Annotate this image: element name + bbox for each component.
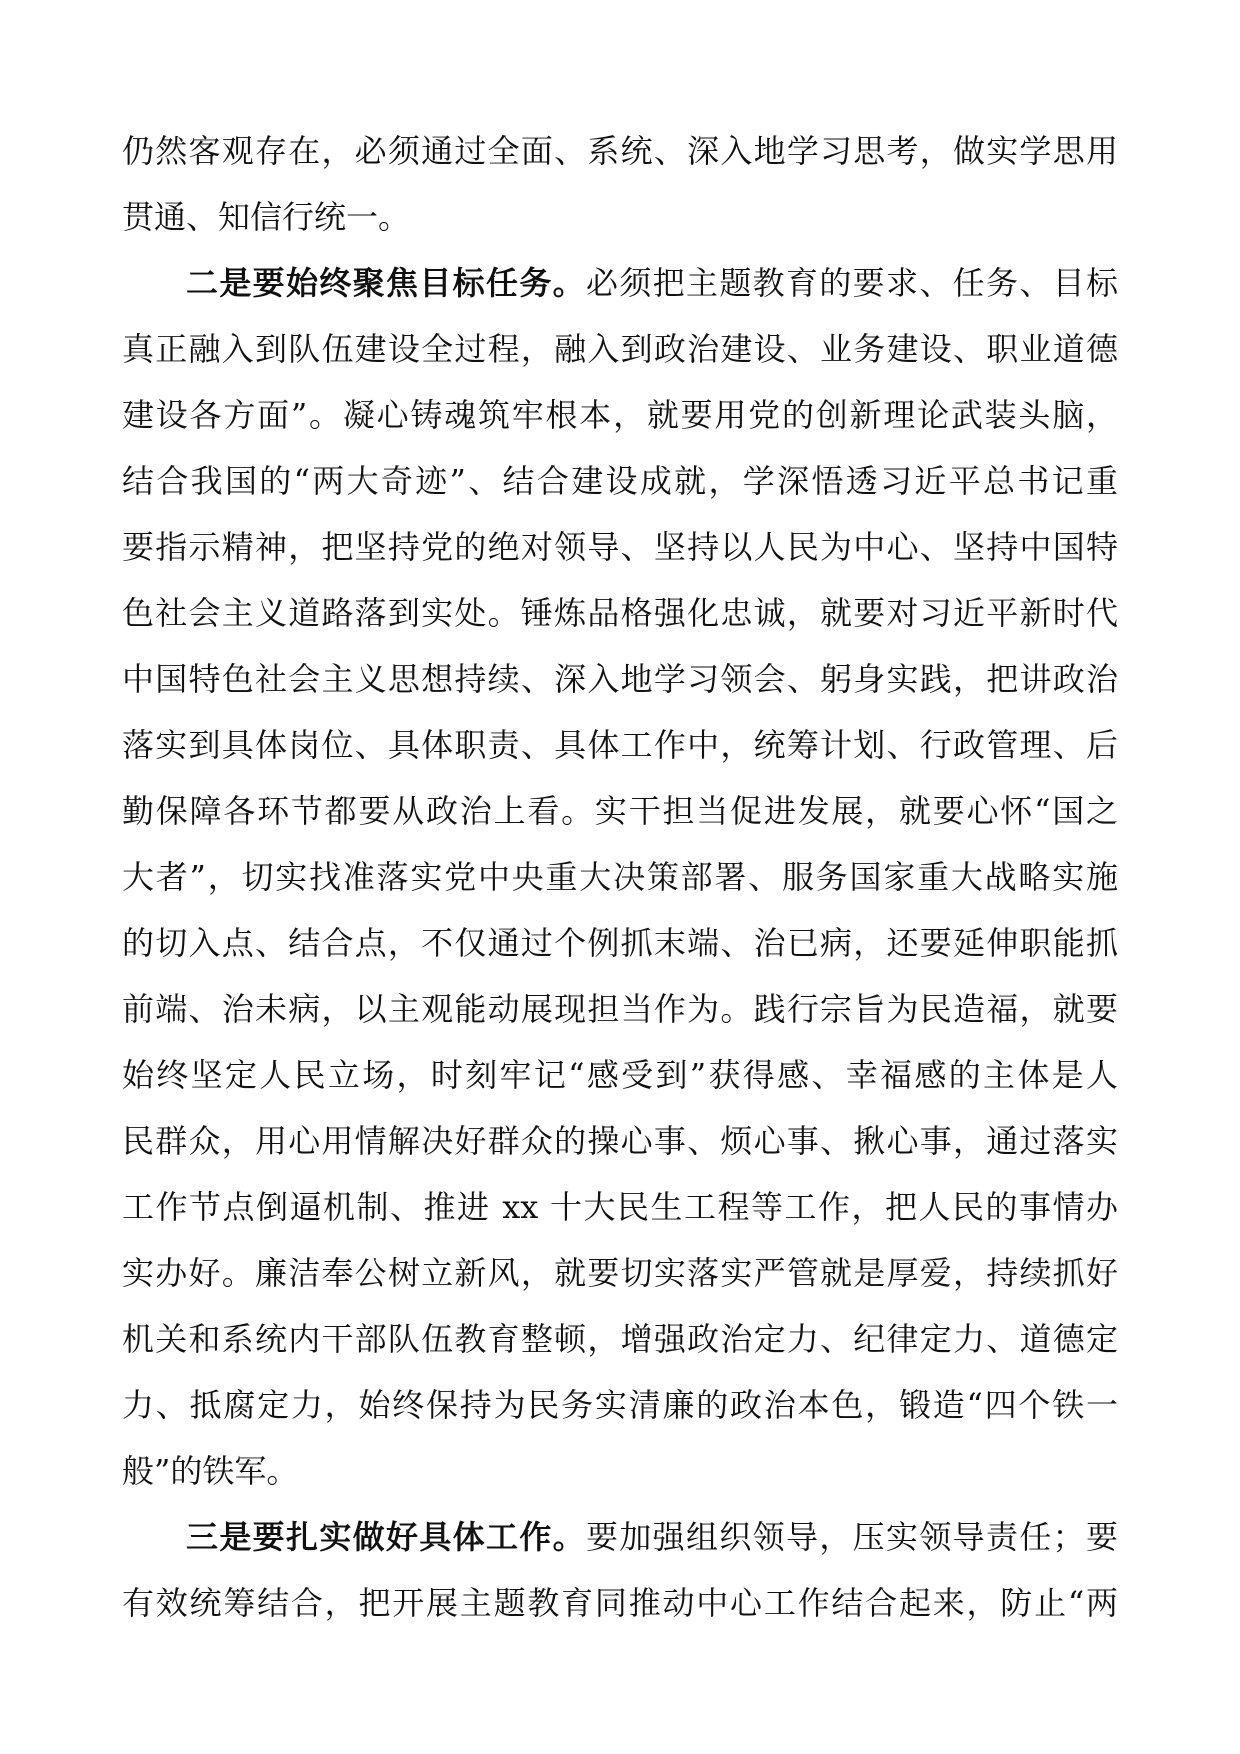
text-line: 民群众，用心用情解决好群众的操心事、烦心事、揪心事，通过落实 [122,1122,1118,1160]
text-line: 力、抵腐定力，始终保持为民务实清廉的政治本色，锻造“四个铁一 [122,1386,1118,1424]
paragraph-3-first-line [122,1517,1118,1557]
text-line: 建设各方面”。凝心铸魂筑牢根本，就要用党的创新理论武装头脑， [122,396,1118,434]
text-line: 真正融入到队伍建设全过程，融入到政治建设、业务建设、职业道德 [122,330,1118,368]
text-line: 有效统筹结合，把开展主题教育同推动中心工作结合起来，防止“两 [122,1584,1118,1622]
text-line: 要指示精神，把坚持党的绝对领导、坚持以人民为中心、坚持中国特 [122,528,1118,566]
text-line: 机关和系统内干部队伍教育整顿，增强政治定力、纪律定力、道德定 [122,1320,1118,1358]
text-line: 工作节点倒逼机制、推进 xx 十大民生工程等工作，把人民的事情办 [122,1188,1118,1226]
text-line: 结合我国的“两大奇迹”、结合建设成就，学深悟透习近平总书记重 [122,462,1118,500]
text-line: 落实到具体岗位、具体职责、具体工作中，统筹计划、行政管理、后 [122,726,1118,764]
text-line: 始终坚定人民立场，时刻牢记“感受到”获得感、幸福感的主体是人 [122,1056,1118,1094]
paragraph-heading: 三是要扎实做好具体工作。 [186,1518,586,1556]
text-line: 中国特色社会主义思想持续、深入地学习领会、躬身实践，把讲政治 [122,660,1118,698]
text-line: 大者”，切实找准落实党中央重大决策部署、服务国家重大战略实施 [122,858,1118,896]
text-span: 必须把主题教育的要求、任务、目标 [586,264,1118,302]
text-span: 要加强组织领导，压实领导责任；要 [586,1518,1118,1556]
text-line: 的切入点、结合点，不仅通过个例抓末端、治已病，还要延伸职能抓 [122,924,1118,962]
text-line: 般”的铁军。 [122,1452,299,1490]
text-line: 实办好。廉洁奉公树立新风，就要切实落实严管就是厚爱，持续抓好 [122,1254,1118,1292]
paragraph-2-first-line [122,263,1118,303]
text-line: 前端、治未病，以主观能动展现担当作为。践行宗旨为民造福，就要 [122,990,1118,1028]
text-line: 仍然客观存在，必须通过全面、系统、深入地学习思考，做实学思用 [122,132,1118,170]
text-line: 色社会主义道路落到实处。锤炼品格强化忠诚，就要对习近平新时代 [122,594,1118,632]
paragraph-heading: 二是要始终聚焦目标任务。 [186,264,586,302]
text-line: 贯通、知信行统一。 [122,198,411,236]
text-line: 勤保障各环节都要从政治上看。实干担当促进发展，就要心怀“国之 [122,792,1118,830]
